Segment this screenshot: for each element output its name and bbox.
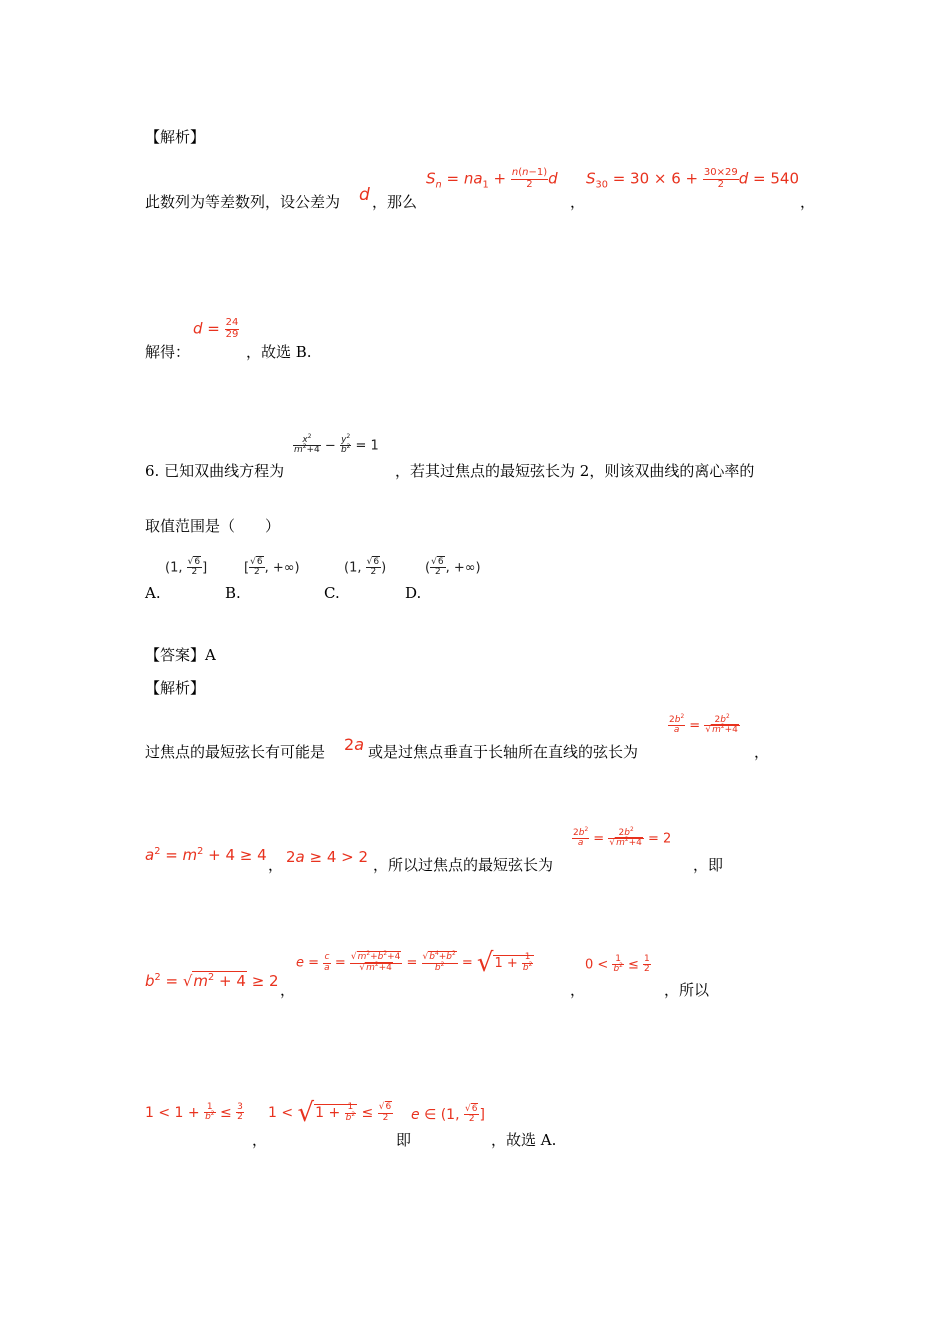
para2-end: ，即 — [693, 856, 724, 874]
option-d-label: D. — [405, 584, 422, 602]
text-line-1b: ，那么 — [372, 193, 418, 211]
question-stem-c: 取值范围是（ ） — [145, 517, 281, 535]
question-stem-a: 6. 已知双曲线方程为 — [145, 462, 285, 480]
para4-mid: 即 — [396, 1131, 412, 1149]
para1-b: 或是过焦点垂直于长轴所在直线的弦长为 — [368, 743, 639, 761]
option-a-math: (1, $\frac{√6}{2}$ ] — [165, 557, 208, 578]
para1-end: ， — [754, 743, 770, 761]
option-b-label: B. — [225, 584, 241, 602]
analysis-heading: 【解析】 — [145, 128, 206, 146]
text-line-2a: 解得： — [145, 343, 191, 361]
option-a-label: A. — [145, 584, 161, 602]
analysis-heading-2: 【解析】 — [145, 679, 206, 697]
text-line-1a: 此数列为等差数列，设公差为 — [145, 193, 341, 211]
comma-1: ， — [570, 193, 586, 211]
formula-b-squared: $b^2 = √m^2 + 4 \ge 2$ — [145, 972, 279, 990]
formula-range-1: 0 < $\frac{1}{b^2}$ ≤ $\frac{1}{2}$ — [585, 954, 650, 975]
para1-a: 过焦点的最短弦长有可能是 — [145, 743, 326, 761]
formula-2a-ineq: 2a ≥ 4 > 2 — [286, 848, 369, 866]
option-c-math: (1, $\frac{√6}{2}$ ) — [344, 557, 387, 578]
formula-sn: $S_n = na_1$ + $\frac{n(n-1)}{2}$ d — [426, 167, 558, 191]
formula-s30: $S_{30} = 30 \times 6$ + $\frac{30\times 29}{2}$ d = 540 — [586, 167, 800, 191]
option-d-math: ( $\frac{√6}{2}$ , +∞) — [425, 557, 481, 578]
option-c-label: C. — [324, 584, 340, 602]
formula-e-range: e ∈ (1, $\frac{√6}{2}$ ] — [411, 1104, 485, 1125]
formula-range-2: 1 < 1 + $\frac{1}{b^2}$ ≤ $\frac{3}{2}$ — [145, 1102, 243, 1123]
formula-a-squared: $a^2 = m^2 + 4 \ge 4$ — [145, 846, 267, 864]
para3-sep1: ， — [280, 981, 296, 999]
para2-sep: ， — [268, 856, 284, 874]
math-2a: 2a — [344, 735, 364, 754]
formula-d-value: d = $\frac{24}{29}$ — [193, 317, 239, 340]
option-b-math: [ $\frac{√6}{2}$ , +∞) — [244, 557, 300, 578]
para4-sep: ， — [252, 1131, 268, 1149]
formula-eccentricity: e = $\frac{c}{a}$ = $\frac{√m^2+b^2+4}{√m^2+4}$ = $\frac{√b^4+b^2}{b^2}$ = √1 + $\frac{1}{b^2}$ — [296, 948, 533, 978]
para3-end: ，所以 — [664, 981, 710, 999]
answer-line: 【答案】A — [145, 646, 216, 664]
formula-hyperbola: $\frac{x^2}{m^2+4}$ − $\frac{y^2}{b^2}$ = 1 — [294, 434, 379, 456]
question-stem-b: ，若其过焦点的最短弦长为 2，则该双曲线的离心率的 — [395, 462, 755, 480]
para2-mid: ，所以过焦点的最短弦长为 — [373, 856, 554, 874]
para3-sep2: ， — [570, 981, 586, 999]
text-line-2b: ，故选 B. — [246, 343, 312, 361]
para4-end: ，故选 A. — [491, 1131, 557, 1149]
formula-range-3: 1 < √1 + $\frac{1}{b^2}$ ≤ $\frac{√6}{2}$ — [268, 1098, 392, 1128]
formula-chord-2: $\frac{2b^2}{a}$ = $\frac{2b^2}{√m^2+4}$ = 2 — [573, 827, 672, 849]
formula-chord-1: $\frac{2b^2}{a}$ = $\frac{2b^2}{√m^2+4}$ — [669, 714, 738, 736]
math-d: d — [359, 185, 370, 205]
comma-2: ， — [800, 193, 816, 211]
